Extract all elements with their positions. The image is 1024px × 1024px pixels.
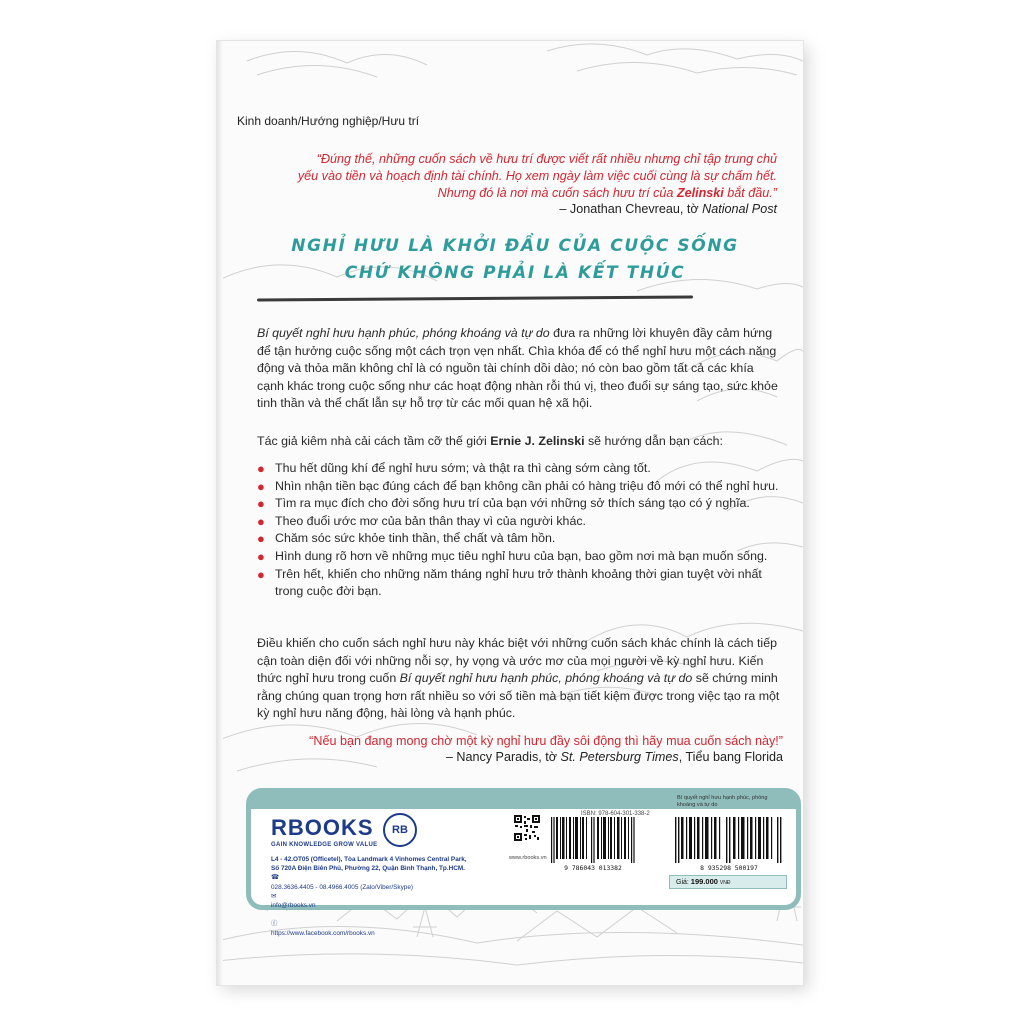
closing-paragraph — [257, 635, 782, 723]
list-item-text: Tìm ra mục đích cho đời sống hưu trí của bạn với những sở thích sáng tạo có ý nghĩa. — [275, 496, 750, 511]
list-item-text: Thu hết dũng khí để nghỉ hưu sớm; và thật ra thì càng sớm càng tốt. — [275, 461, 651, 475]
quote1-author-name: Zelinski — [676, 186, 724, 200]
author-paragraph — [257, 433, 782, 451]
list-item-text: Theo đuổi ước mơ của bản thân thay vì của người khác. — [275, 513, 586, 528]
facebook-icon: ⓕ — [271, 920, 278, 928]
intro-book-title: Bí quyết nghỉ hưu hạnh phúc, phóng khoáng và tự do — [257, 326, 550, 340]
bullet-icon: ● — [257, 531, 265, 547]
list-item — [257, 495, 782, 513]
attr1-publication: National Post — [702, 202, 777, 216]
intro-text: đưa ra những lời khuyên đầy cảm hứng để tận hưởng cuộc sống một cách trọn vẹn nhất. Chìa khóa để có thể nghỉ hưu một cách năng động và thỏa mãn không chỉ là có nguồn tài chính dồi dào; nó còn bao gồm tất cả các khía cạnh khác trong cuộc sống như các hoạt động nhàn rỗi thú vị, theo đuổi sự sáng tạo, sức khỏe tinh thần và thể chất lẫn sự hỗ trợ từ các mối quan hệ xã hội. — [257, 326, 778, 411]
price-value: 199.000 — [690, 877, 718, 886]
review-attribution-1 — [237, 202, 777, 216]
bullet-icon: ● — [257, 496, 265, 512]
email-icon: ✉ — [271, 892, 277, 900]
isbn-barcode-icon — [547, 817, 639, 863]
headline-line2: CHỨ KHÔNG PHẢI LÀ KẾT THÚC — [344, 263, 686, 283]
headline-line1: NGHỈ HƯU LÀ KHỞI ĐẦU CỦA CUỘC SỐNG — [291, 236, 739, 256]
list-item — [257, 530, 782, 548]
isbn-label: ISBN: 978-604-301-338-2 — [581, 811, 650, 817]
qr-code-icon — [514, 815, 540, 841]
price-barcode-number: 8 935298 500197 — [700, 864, 758, 872]
price-tag — [669, 875, 787, 889]
closing-book-title: Bí quyết nghỉ hưu hạnh phúc, phóng khoáng và tự do — [399, 671, 693, 686]
quote1-line3 — [237, 185, 777, 202]
facebook-text: https://www.facebook.com/rbooks.vn — [271, 929, 375, 937]
bullet-icon: ● — [257, 548, 265, 564]
publisher-seal-icon: RB — [383, 813, 417, 847]
headline — [237, 233, 793, 287]
list-item-text: Chăm sóc sức khỏe tinh thần, thể chất và tâm hồn. — [275, 531, 556, 546]
benefit-list — [257, 460, 782, 601]
review-quote-2: “Nếu bạn đang mong chờ một kỳ nghỉ hưu đầy sôi động thì hãy mua cuốn sách này!” — [309, 734, 783, 748]
attr2-pre: – Nancy Paradis, tờ — [445, 750, 561, 764]
closing-text-post: sẽ chứng minh rằng chúng quan trọng hơn rất nhiều so với số tiền mà bạn tiết kiệm được trong việc tạo ra một kỳ nghỉ hưu năng động, hài lòng và hạnh phúc. — [257, 671, 780, 721]
bullet-icon: ● — [257, 478, 265, 494]
publisher-tagline: GAIN KNOWLEDGE GROW VALUE — [271, 842, 378, 848]
review-attribution-2 — [237, 750, 783, 764]
quote1-line1: “Đúng thế, những cuốn sách về hưu trí được viết rất nhiều nhưng chỉ tập trung chủ — [316, 152, 777, 166]
email-fb-row — [271, 892, 501, 938]
quote1-line2: yếu vào tiền và hoạch định tài chính. Họ xem ngày làm việc cuối cùng là sự chấm hết. — [297, 169, 777, 183]
isbn-barcode-number: 9 786043 013382 — [564, 864, 622, 872]
quote1-line3-pre: Nhưng đó là nơi mà cuốn sách hưu trí của — [437, 186, 677, 200]
address-line1: L4 - 42.OT05 (Officetel), Tòa Landmark 4 Vinhomes Central Park, — [271, 856, 467, 863]
list-item — [257, 460, 782, 478]
price-label: Giá: — [676, 879, 691, 886]
small-book-title: Bí quyết nghỉ hưu hạnh phúc, phóng khoáng và tự do — [677, 795, 768, 808]
attr1-pre: – Jonathan Chevreau, tờ — [559, 202, 703, 216]
author-text-post: sẽ hướng dẫn bạn cách: — [584, 434, 723, 448]
list-item — [257, 566, 782, 601]
book-category: Kinh doanh/Hướng nghiệp/Hưu trí — [237, 114, 420, 128]
list-item — [257, 478, 782, 496]
author-text-pre: Tác giả kiêm nhà cải cách tầm cỡ thế giới — [257, 434, 491, 448]
bullet-icon: ● — [257, 461, 265, 476]
list-item-text: Nhìn nhận tiền bạc đúng cách để bạn không cần phải có hàng triệu đô mới có thể nghỉ hưu. — [275, 478, 779, 493]
book-spine-edge — [217, 41, 223, 985]
intro-paragraph — [257, 325, 782, 413]
book-back-cover — [216, 40, 804, 986]
list-item-text: Trên hết, khiến cho những năm tháng nghỉ hưu trở thành khoảng thời gian tuyệt vời nhất trong cuộc đời bạn. — [275, 566, 762, 599]
bullet-icon: ● — [257, 513, 265, 529]
attr2-publication: St. Petersburg Times — [560, 750, 679, 764]
publisher-address — [271, 855, 501, 938]
closing-text-pre: Điều khiến cho cuốn sách nghỉ hưu này khác biệt với những cuốn sách khác chính là cách tiếp cận toàn diện đối với những nỗi sợ, hy vọng và ước mơ của mọi người về kỳ nghỉ hưu. Kiến thức nghỉ hưu trong cuốn — [257, 636, 777, 686]
attr2-post: , Tiểu bang Florida — [678, 750, 783, 764]
review-quote-1 — [237, 151, 777, 202]
price-barcode-icon — [669, 817, 789, 863]
list-item — [257, 513, 782, 531]
email-text: info@rbooks.vn — [271, 902, 316, 910]
list-item-text: Hình dung rõ hơn về những mục tiêu nghỉ hưu của bạn, bao gồm nơi mà bạn muốn sống. — [275, 548, 768, 563]
list-item — [257, 548, 782, 566]
author-name: Ernie J. Zelinski — [490, 434, 585, 448]
phone-row — [271, 873, 501, 891]
publisher-website: www.rbooks.vn — [509, 855, 547, 861]
quote1-line3-post: bắt đầu.” — [723, 186, 777, 200]
phone-icon: ☎ — [271, 874, 279, 882]
publisher-footer — [246, 788, 801, 937]
price-unit: VNĐ — [719, 880, 731, 886]
bullet-icon: ● — [257, 566, 265, 582]
phone-text: 028.3636.4405 - 08.4966.4005 (Zalo/Viber/Skype) — [271, 883, 413, 891]
address-line2: Số 720A Điện Biên Phủ, Phường 22, Quận Bình Thạnh, Tp.HCM. — [271, 865, 465, 873]
publisher-logo: RBOOKS — [271, 815, 374, 840]
